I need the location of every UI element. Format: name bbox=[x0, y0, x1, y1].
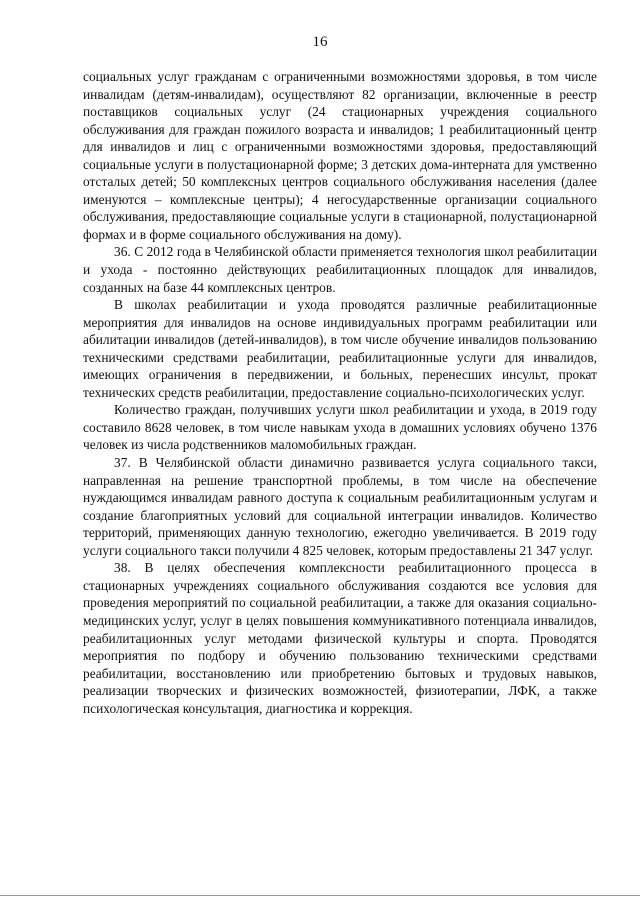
paragraph-38-inpatient-rehabilitation: 38. В целях обеспечения комплексности реабилитационного процесса в стационарных учреждениях социального обслуживания создаются все условия для проведения мероприятий по социальной реабилитации, а также для оказания социально-медицинских услуг, услуг в целях повышения коммуникативного потенциала инвалидов, реабилитационных услуг методами физической культуры и спорта. Проводятся мероприятия по подбору и обучению пользованию техническими средствами реабилитации, восстановлению или приобретению бытовых и трудовых навыков, реализации творческих и физических возможностей, физиотерапии, ЛФК, а также психологическая консультация, диагностика и коррекция. bbox=[83, 560, 597, 716]
paragraph-school-statistics: Количество граждан, получивших услуги школ реабилитации и ухода, в 2019 году составило 8628 человек, в том числе навыкам ухода в домашних условиях обучено 1376 человек из числа родственников маломобильных граждан. bbox=[83, 402, 597, 453]
paragraph-rehabilitation-activities: В школах реабилитации и ухода проводятся различные реабилитационные мероприятия для инвалидов на основе индивидуальных программ реабилитации или абилитации инвалидов (детей-инвалидов), в том числе обучение инвалидов пользованию техническими средствами реабилитации, реабилитационные услуги для инвалидов, имеющих ограничения в передвижении, и больных, перенесших инсульт, прокат технических средств реабилитации, предоставление социально-психологических услуг. bbox=[83, 297, 597, 400]
bottom-edge-line bbox=[0, 895, 640, 896]
document-body bbox=[83, 68, 597, 717]
paragraph-37-social-taxi: 37. В Челябинской области динамично развивается услуга социального такси, направленная на решение транспортной проблемы, в том числе на обеспечение нуждающимся инвалидам равного доступа к социальным реабилитационным услугам и создание благоприятных условий для социальной интеграции инвалидов. Количество территорий, применяющих данную технологию, ежегодно увеличивается. В 2019 году услуги социального такси получили 4 825 человек, которым предоставлены 21 347 услуг. bbox=[83, 455, 597, 558]
paragraph-36-rehabilitation-schools: 36. С 2012 года в Челябинской области применяется технология школ реабилитации и ухода - постоянно действующих реабилитационных площадок для инвалидов, созданных на базе 44 комплексных центров. bbox=[83, 244, 597, 295]
paragraph-social-services-providers: социальных услуг гражданам с ограниченными возможностями здоровья, в том числе инвалидам (детям-инвалидам), осуществляют 82 организации, включенные в реестр поставщиков социальных услуг (24 стационарных учреждения социального обслуживания для граждан пожилого возраста и инвалидов; 1 реабилитационный центр для инвалидов и лиц с ограниченными возможностями здоровья, предоставляющий социальные услуги в полустационарной форме; 3 детских дома-интерната для умственно отсталых детей; 50 комплексных центров социального обслуживания населения (далее именуются – комплексные центры); 4 негосударственные организации социального обслуживания, предоставляющие социальные услуги в стационарной, полустационарной формах и в форме социального обслуживания на дому). bbox=[83, 69, 597, 242]
page-number: 16 bbox=[312, 34, 328, 50]
